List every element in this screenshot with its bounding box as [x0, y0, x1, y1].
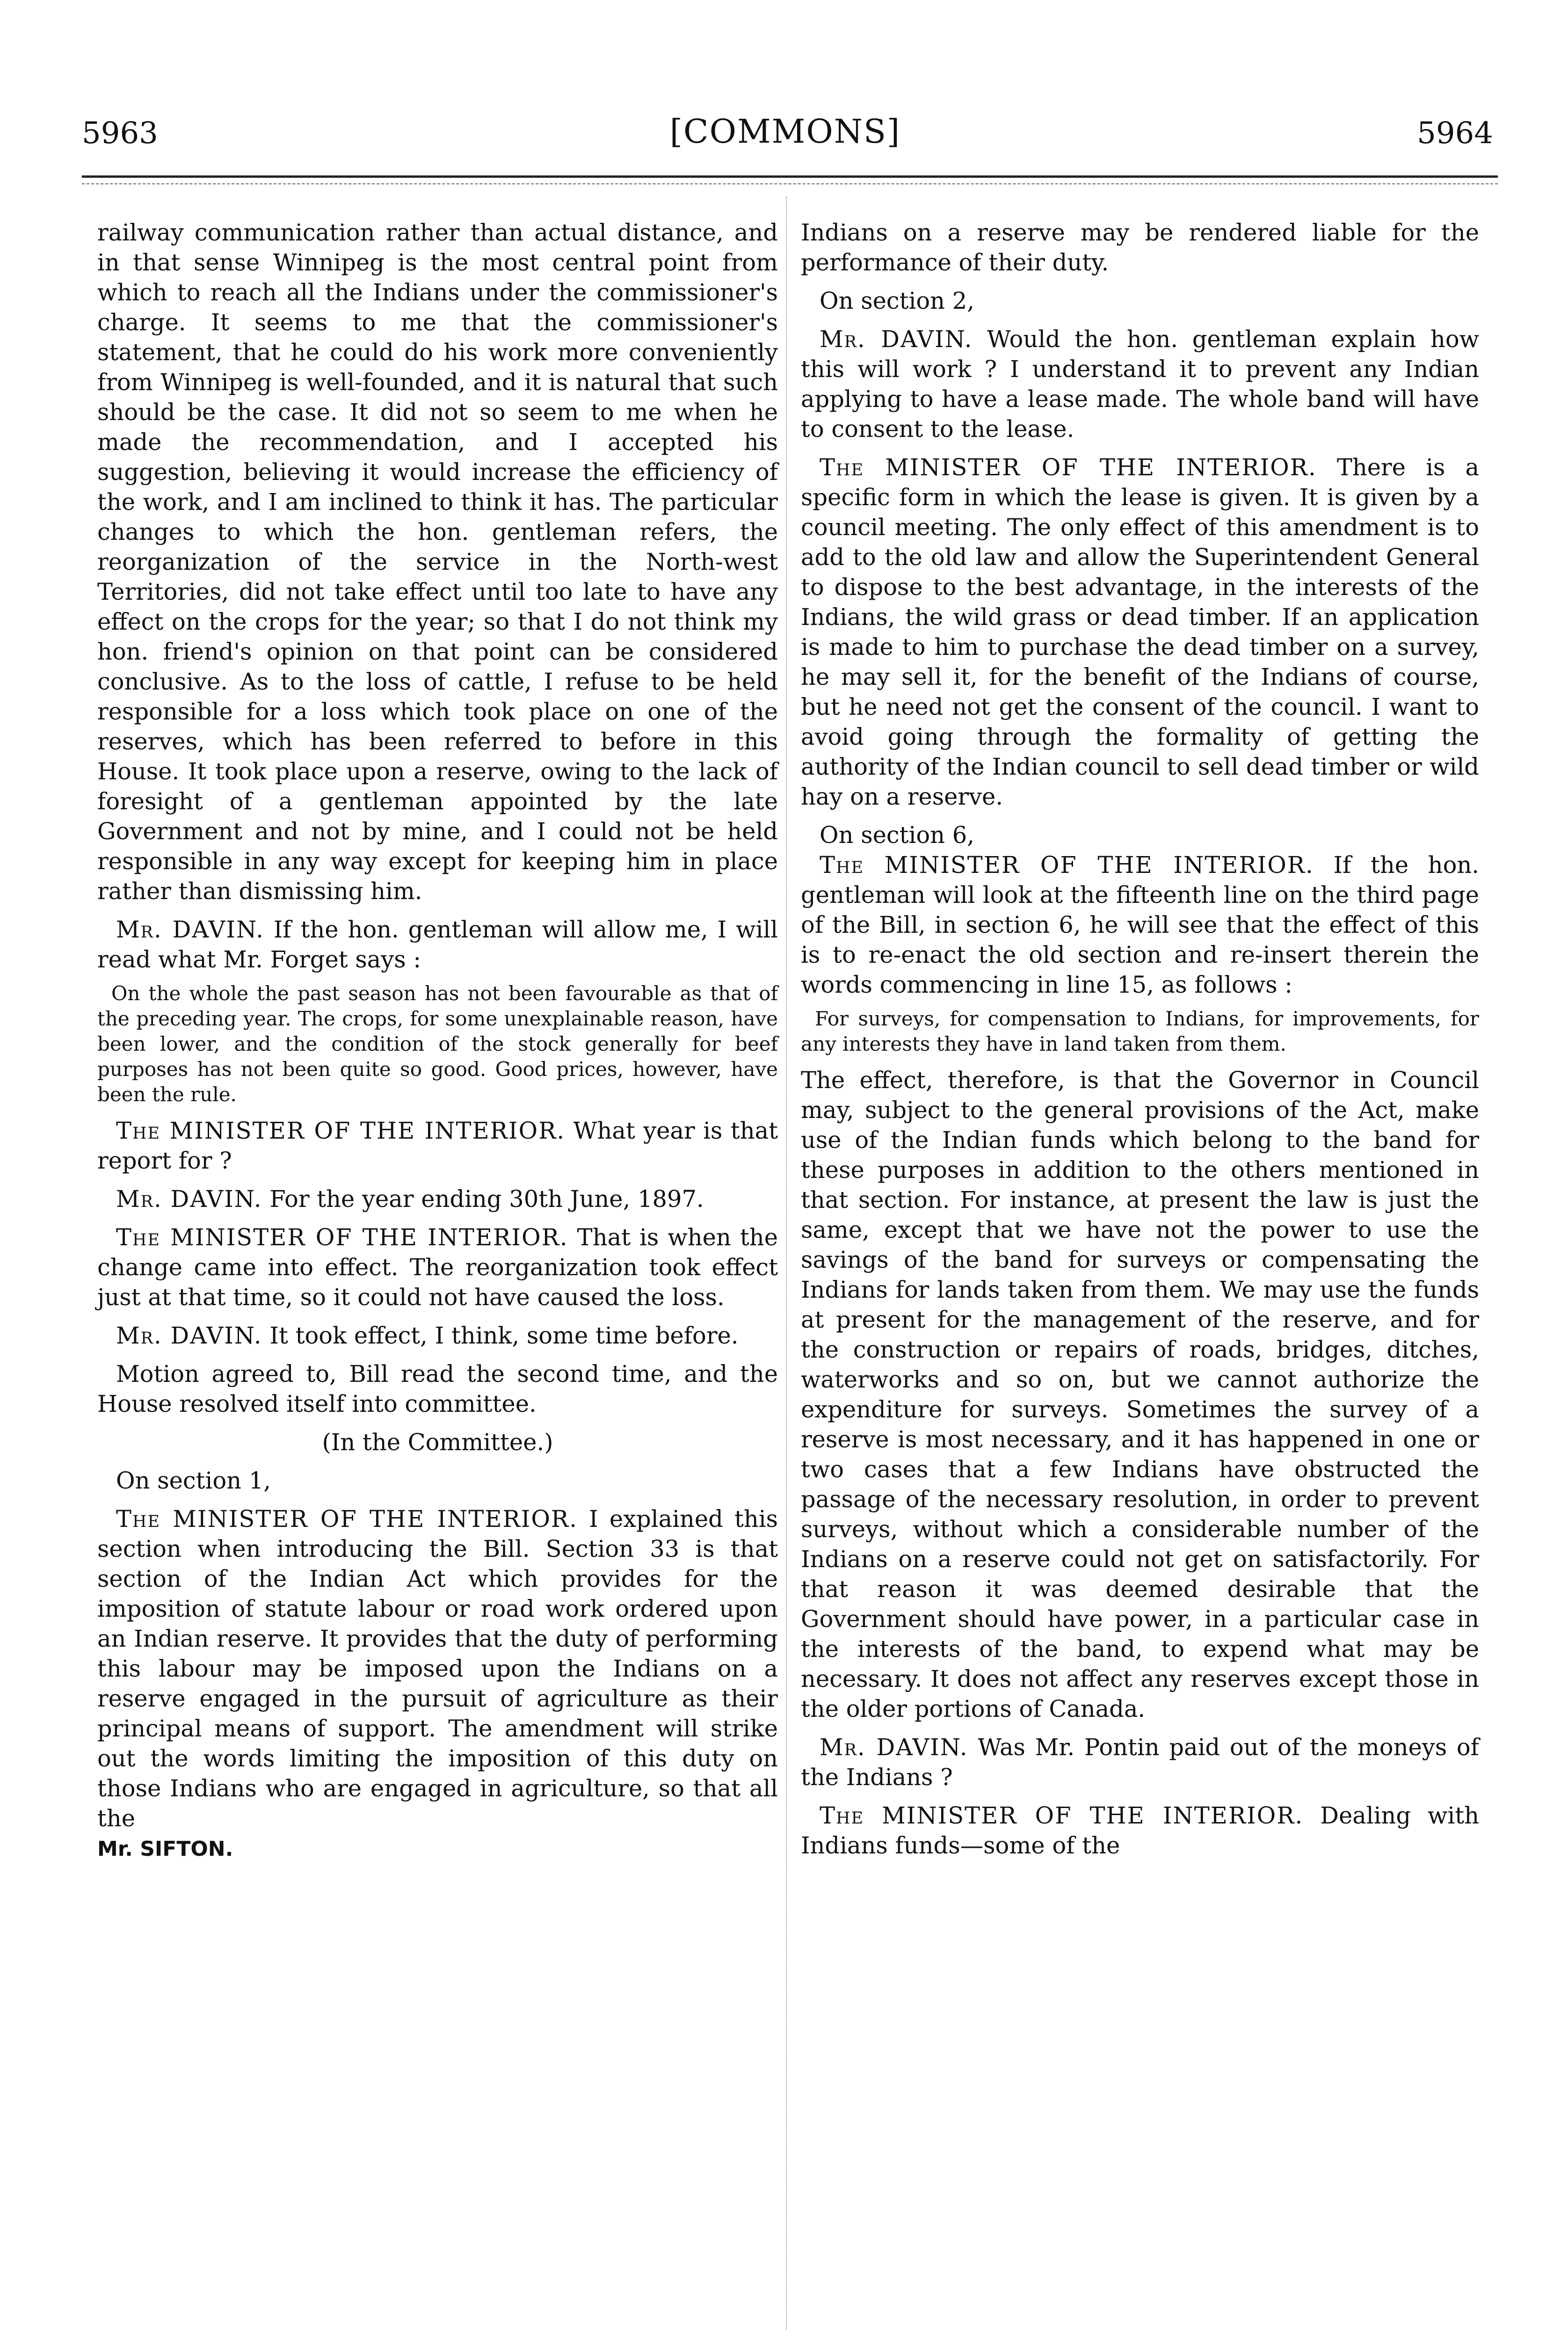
speech-text: If the hon. gentleman will look at the fifteenth line on the third page of the Bill, in section 6, he will see that the effect of this is to re-enact the old section and re-insert therein the words commencing in line 15, as follows :	[801, 851, 1479, 998]
paragraph: railway communication rather than actual distance, and in that sense Winnipeg is the most central point from which to reach all the Indians under the commissioner's charge. It seems to me that the commissioner's statement, that he could do his work more conveniently from Winnipeg is well-founded, and it is natural that such should be the case. It did not so seem to me when he made the recommendation, and I accepted his suggestion, believing it would increase the efficiency of the work, and I am inclined to think it has. The particular changes to which the hon. gentleman refers, the reorganization of the service in the North-west Territories, did not take effect until too late to have any effect on the crops for the year; so that I do not think my hon. friend's opinion on that point can be considered conclusive. As to the loss of cattle, I refuse to be held responsible for a loss which took place on one of the reserves, which has been referred to before in this House. It took place upon a reserve, owing to the lack of foresight of a gentleman appointed by the late Government and not by mine, and I could not be held responsible in any way except for keeping him in place rather than dismissing him.	[97, 219, 778, 905]
page-header	[73, 94, 1498, 151]
running-footer-signature: Mr. SIFTON.	[97, 1837, 233, 1861]
speech-text: Was Mr. Pontin paid out of the moneys of the Indians ?	[801, 1734, 1479, 1791]
paragraph	[801, 850, 1479, 1000]
committee-heading: (In the Committee.)	[322, 1429, 553, 1456]
speech-text: For the year ending 30th June, 1897.	[262, 1185, 704, 1213]
speaker: Mr. DAVIN.	[116, 1322, 262, 1349]
speaker: Mr. DAVIN.	[820, 326, 973, 353]
header-rule	[82, 175, 1498, 178]
paragraph	[97, 1222, 778, 1312]
paragraph: Indians on a reserve may be rendered liable for the performance of their duty.	[801, 219, 1479, 276]
speaker: The MINISTER OF THE INTERIOR.	[116, 1224, 568, 1251]
speaker: The MINISTER OF THE INTERIOR.	[820, 454, 1317, 481]
speech-text: I explained this section when introducing the Bill. Section 33 is that section of the Indian Act which provides for the imposition of statute labour or road work ordered upon an Indian reserve. It provides that the duty of performing this labour may be imposed upon the Indians on a reserve engaged in the pursuit of agriculture as their principal means of support. The amendment will strike out the words limiting the imposition of this duty on those Indians who are engaged in agriculture, so that all the	[97, 1505, 778, 1832]
section-heading: On section 6,	[820, 821, 974, 849]
speaker: The MINISTER OF THE INTERIOR.	[820, 851, 1314, 879]
speaker: Mr. DAVIN.	[116, 1185, 262, 1213]
right-column	[801, 218, 1479, 1860]
page-title: [COMMONS]	[669, 112, 901, 151]
paragraph	[801, 324, 1479, 444]
paragraph: Motion agreed to, Bill read the second time, and the House resolved itself into committee.	[97, 1360, 778, 1417]
speech-text: It took effect, I think, some time before.	[262, 1322, 739, 1349]
speaker: The MINISTER OF THE INTERIOR.	[116, 1117, 566, 1144]
paragraph	[801, 1801, 1479, 1860]
page-number-right: 5964	[1417, 116, 1493, 151]
paragraph: The effect, therefore, is that the Governor in Council may, subject to the general provisions of the Act, make use of the Indian funds which belong to the band for these purposes in addition to the others mentioned in that section. For instance, at present the law is just the same, except that we have not the power to use the savings of the band for surveys or compensating the Indians for lands taken from them. We may use the funds at present for the management of the reserve, and for the construction or repairs of roads, bridges, ditches, waterworks and so on, but we cannot authorize the expenditure for surveys. Sometimes the survey of a reserve is most necessary, and it has happened in one or two cases that a few Indians have obstructed the passage of the necessary resolution, in order to prevent surveys, without which a considerable number of the Indians on a reserve could not get on satisfactorily. For that reason it was deemed desirable that the Government should have power, in a particular case in the interests of the band, to expend what may be necessary. It does not affect any reserves except those in the older portions of Canada.	[801, 1067, 1479, 1722]
speaker: The MINISTER OF THE INTERIOR.	[116, 1505, 578, 1533]
header-rule-secondary	[82, 183, 1498, 184]
speaker: The MINISTER OF THE INTERIOR.	[820, 1802, 1304, 1829]
speech-text: That is when the change came into effect. The reorganization took effect just at that time, so it could not have caused the loss.	[97, 1224, 778, 1311]
page-number-left: 5963	[82, 116, 158, 151]
speaker: Mr. DAVIN.	[116, 916, 264, 943]
speech-text: What year is that report for ?	[97, 1117, 778, 1174]
paragraph	[97, 915, 778, 974]
paragraph	[801, 1732, 1479, 1792]
section-heading: On section 1,	[116, 1467, 271, 1494]
quoted-passage: For surveys, for compensation to Indians, for improvements, for any interests they have in land taken from them.	[801, 1007, 1479, 1055]
left-column	[97, 218, 778, 1864]
speech-text: If the hon. gentleman will allow me, I will read what Mr. Forget says :	[97, 916, 778, 973]
paragraph	[97, 1321, 778, 1351]
column-divider	[786, 196, 787, 2330]
section-heading: On section 2,	[820, 287, 974, 314]
paragraph	[97, 1184, 778, 1214]
speech-text: Dealing with Indians funds—some of the	[801, 1802, 1479, 1859]
paragraph	[97, 1504, 778, 1833]
quoted-passage: On the whole the past season has not been favourable as that of the preceding year. The crops, for some unexplainable reason, have been lower, and the condition of the stock generally for beef purposes has not been quite so good. Good prices, however, have been the rule.	[97, 982, 778, 1106]
paragraph	[801, 452, 1479, 812]
speaker: Mr. DAVIN.	[820, 1734, 968, 1761]
speech-text: Would the hon. gentleman explain how this will work ? I understand it to prevent any Indian applying to have a lease made. The whole band will have to consent to the lease.	[801, 326, 1479, 443]
paragraph	[97, 1116, 778, 1176]
speech-text: There is a specific form in which the lease is given. It is given by a council meeting. The only effect of this amendment is to add to the old law and allow the Superintendent General to dispose to the best advantage, in the interests of the Indians, the wild grass or dead timber. If an application is made to him to purchase the dead timber on a survey, he may sell it, for the benefit of the Indians of course, but he need not get the consent of the council. I want to avoid going through the formality of getting the authority of the Indian council to sell dead timber or wild hay on a reserve.	[801, 454, 1479, 810]
